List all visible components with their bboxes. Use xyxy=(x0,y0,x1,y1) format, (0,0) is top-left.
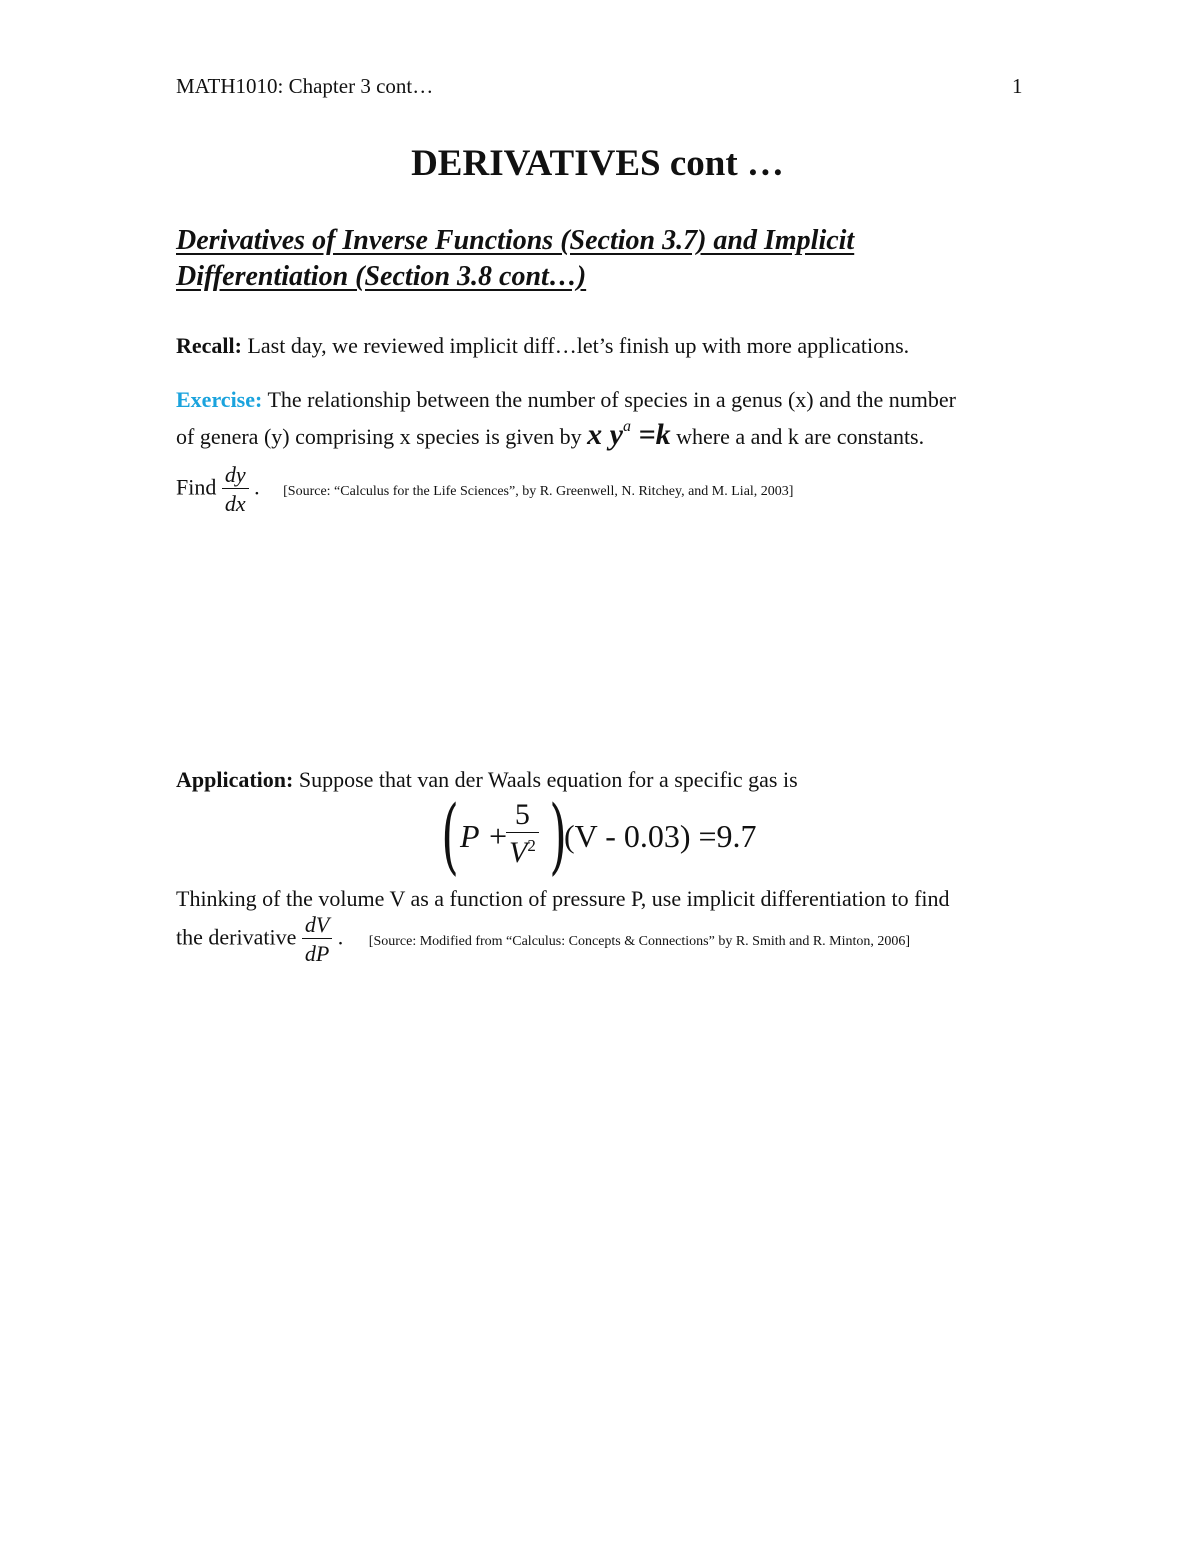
dV-dP-fraction: $\frac{dV}{dP}$ xyxy=(302,914,332,965)
van-der-waals-equation xyxy=(440,789,770,886)
header-course: MATH1010: Chapter 3 cont… xyxy=(176,74,434,98)
recall-label: Recall: xyxy=(176,333,242,358)
exercise-source: [Source: “Calculus for the Life Sciences”, by R. Greenwell, N. Ritchey, and M. Lial, 2003] xyxy=(283,483,794,499)
left-paren: ( xyxy=(441,789,459,884)
section-heading-line1: Derivatives of Inverse Functions (Section 3.7) and Implicit xyxy=(176,225,855,256)
section-heading-line2: Differentiation (Section 3.8 cont…) xyxy=(176,261,587,292)
find-text: Find xyxy=(176,474,222,500)
right-paren: ) xyxy=(549,789,567,884)
application-text-line1: Thinking of the volume V as a function of pressure P, use implicit differentiation to find xyxy=(176,886,950,911)
exercise-line2 xyxy=(176,418,924,452)
recall-text: Last day, we reviewed implicit diff…let’s finish up with more applications. xyxy=(241,333,910,358)
application-label: Application: xyxy=(176,767,294,792)
eq-P: P + xyxy=(460,818,509,854)
derivative-text: the derivative xyxy=(176,924,302,950)
application-derivative-line: the derivative $\frac{dV}{dP}$ . [Source: Modified from “Calculus: Concepts & Connections” by R. Smith and R. Minton, 2006] xyxy=(176,912,911,966)
exercise-equation: x $y^a =k$ xyxy=(587,418,671,451)
page-number: 1 xyxy=(1012,74,1023,98)
eq-fraction: $\frac{5}{V^2}$ xyxy=(506,800,539,868)
dy-dx-fraction: $\frac{dy}{dx}$ xyxy=(222,464,249,515)
exercise-text-1: The relationship between the number of species in a genus (x) and the number xyxy=(262,387,956,412)
exercise-line1 xyxy=(176,387,956,413)
eq-tail: (V - 0.03) =9.7 xyxy=(564,818,757,854)
exercise-text-2b: where a and k are constants. xyxy=(676,424,925,449)
application-text: Suppose that van der Waals equation for a specific gas is xyxy=(293,767,798,792)
recall-paragraph xyxy=(176,333,909,359)
exercise-label: Exercise: xyxy=(176,387,263,412)
exercise-find-line: Find $\frac{dy}{dx}$ . [Source: “Calculus for the Life Sciences”, by R. Greenwell, N. Ritchey, and M. Lial, 2003] xyxy=(176,462,794,516)
exercise-text-2a: of genera (y) comprising x species is given by xyxy=(176,424,588,449)
application-line xyxy=(176,767,798,793)
application-source: [Source: Modified from “Calculus: Concepts & Connections” by R. Smith and R. Minton, 2006] xyxy=(368,933,911,949)
page-title: DERIVATIVES cont … xyxy=(411,143,784,184)
